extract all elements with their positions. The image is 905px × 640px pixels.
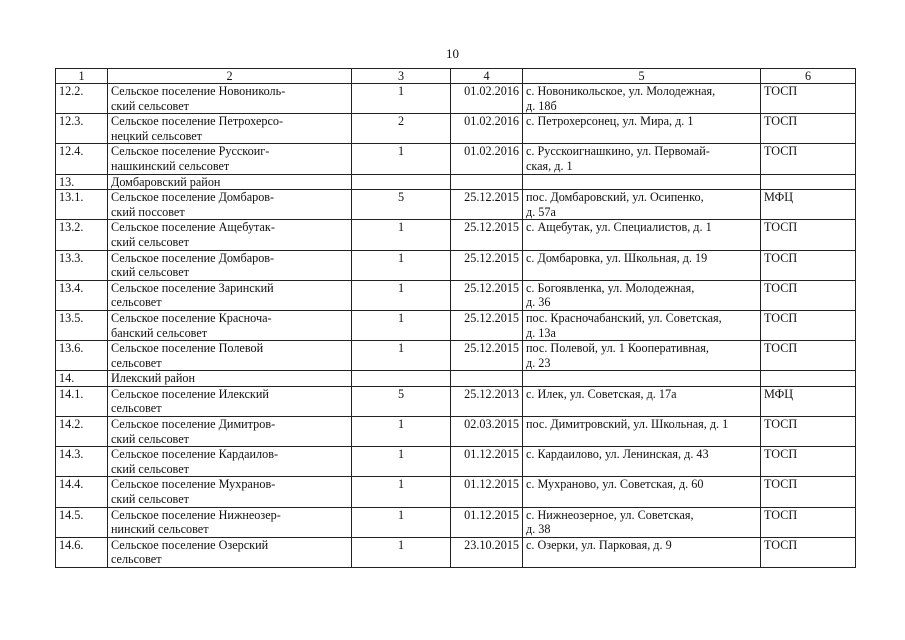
row-number: 14.5. <box>56 507 108 537</box>
address <box>523 250 761 280</box>
window-count: 1 <box>352 447 451 477</box>
table-body <box>56 84 856 568</box>
table-row <box>56 477 856 507</box>
address-line: пос. Полевой, ул. 1 Кооперативная, <box>526 341 709 356</box>
settlement-name-line: Сельское поселение Ащебутак- <box>111 220 275 235</box>
office-type <box>761 371 856 387</box>
settlement-name-line: Сельское поселение Петрохерсо- <box>111 114 284 129</box>
address <box>523 84 761 114</box>
window-count: 1 <box>352 341 451 371</box>
window-count: 1 <box>352 477 451 507</box>
address-line: с. Богоявленка, ул. Молодежная, <box>526 280 695 295</box>
office-type: ТОСП <box>761 537 856 567</box>
settlement-name-line: Сельское поселение Мухранов- <box>111 477 276 492</box>
row-number: 13.2. <box>56 220 108 250</box>
settlement-name-line: Сельское поселение Илекский <box>111 386 269 401</box>
settlement-name-line: ский сельсовет <box>111 492 189 507</box>
opening-date: 25.12.2015 <box>451 250 523 280</box>
office-type: ТОСП <box>761 144 856 174</box>
office-type <box>761 174 856 190</box>
table-row <box>56 507 856 537</box>
address-line: с. Илек, ул. Советская, д. 17а <box>526 386 677 401</box>
settlement-name-line: Сельское поселение Нижнеозер- <box>111 507 281 522</box>
registry-table <box>55 68 856 568</box>
settlement-name <box>108 174 352 190</box>
settlement-name-line: Сельское поселение Домбаров- <box>111 250 275 265</box>
window-count: 1 <box>352 250 451 280</box>
address <box>523 447 761 477</box>
settlement-name <box>108 477 352 507</box>
settlement-name <box>108 447 352 477</box>
settlement-name <box>108 341 352 371</box>
address-line: с. Домбаровка, ул. Школьная, д. 19 <box>526 250 708 265</box>
address <box>523 114 761 144</box>
settlement-name-line: ский сельсовет <box>111 234 189 249</box>
opening-date: 25.12.2015 <box>451 310 523 340</box>
column-header: 6 <box>761 69 856 84</box>
settlement-name-line: ский сельсовет <box>111 431 189 446</box>
settlement-name-line: Сельское поселение Домбаров- <box>111 190 275 205</box>
settlement-name-line: банский сельсовет <box>111 325 208 340</box>
address <box>523 190 761 220</box>
settlement-name-line: Сельское поселение Заринский <box>111 280 274 295</box>
settlement-name-line: ский сельсовет <box>111 461 189 476</box>
address-line: д. 13а <box>526 325 556 340</box>
settlement-name-line: Илекский район <box>111 371 195 386</box>
opening-date: 01.02.2016 <box>451 114 523 144</box>
row-number: 12.2. <box>56 84 108 114</box>
office-type: ТОСП <box>761 341 856 371</box>
opening-date: 01.12.2015 <box>451 507 523 537</box>
settlement-name <box>108 371 352 387</box>
row-number: 13.4. <box>56 280 108 310</box>
window-count <box>352 371 451 387</box>
opening-date: 25.12.2015 <box>451 220 523 250</box>
window-count: 2 <box>352 114 451 144</box>
row-number: 13.3. <box>56 250 108 280</box>
settlement-name-line: сельсовет <box>111 401 162 416</box>
table-row <box>56 386 856 416</box>
address <box>523 341 761 371</box>
table-row <box>56 447 856 477</box>
settlement-name-line: Сельское поселение Русскоиг- <box>111 144 270 159</box>
address <box>523 174 761 190</box>
address <box>523 477 761 507</box>
row-number: 13.5. <box>56 310 108 340</box>
window-count <box>352 174 451 190</box>
settlement-name-line: Сельское поселение Новониколь- <box>111 84 286 98</box>
row-number: 12.4. <box>56 144 108 174</box>
address-line: д. 57а <box>526 204 556 219</box>
settlement-name <box>108 84 352 114</box>
settlement-name-line: нинский сельсовет <box>111 522 209 537</box>
opening-date: 25.12.2015 <box>451 280 523 310</box>
opening-date: 01.12.2015 <box>451 477 523 507</box>
opening-date <box>451 371 523 387</box>
settlement-name-line: ский сельсовет <box>111 265 189 280</box>
row-number: 14. <box>56 371 108 387</box>
column-header: 4 <box>451 69 523 84</box>
address-line: д. 18б <box>526 98 557 113</box>
district-row <box>56 371 856 387</box>
row-number: 12.3. <box>56 114 108 144</box>
address-line: с. Ащебутак, ул. Специалистов, д. 1 <box>526 220 712 235</box>
address <box>523 220 761 250</box>
column-header: 2 <box>108 69 352 84</box>
settlement-name <box>108 280 352 310</box>
row-number: 14.4. <box>56 477 108 507</box>
table-row <box>56 341 856 371</box>
opening-date: 25.12.2015 <box>451 341 523 371</box>
office-type: ТОСП <box>761 250 856 280</box>
settlement-name <box>108 537 352 567</box>
district-row <box>56 174 856 190</box>
table-row <box>56 250 856 280</box>
address <box>523 280 761 310</box>
address-line: с. Озерки, ул. Парковая, д. 9 <box>526 537 672 552</box>
table-row <box>56 537 856 567</box>
row-number: 14.1. <box>56 386 108 416</box>
window-count: 1 <box>352 280 451 310</box>
window-count: 1 <box>352 537 451 567</box>
row-number: 13. <box>56 174 108 190</box>
settlement-name-line: сельсовет <box>111 355 162 370</box>
office-type: ТОСП <box>761 447 856 477</box>
address <box>523 310 761 340</box>
settlement-name-line: сельсовет <box>111 552 162 567</box>
opening-date: 02.03.2015 <box>451 417 523 447</box>
table-row <box>56 310 856 340</box>
row-number: 13.1. <box>56 190 108 220</box>
office-type: ТОСП <box>761 417 856 447</box>
address-line: д. 23 <box>526 355 551 370</box>
address <box>523 371 761 387</box>
table-row <box>56 114 856 144</box>
table-header-row <box>56 69 856 84</box>
address <box>523 537 761 567</box>
office-type: ТОСП <box>761 507 856 537</box>
opening-date: 25.12.2015 <box>451 190 523 220</box>
window-count: 5 <box>352 190 451 220</box>
address-line: ская, д. 1 <box>526 158 573 173</box>
opening-date <box>451 174 523 190</box>
address <box>523 507 761 537</box>
address-line: с. Нижнеозерное, ул. Советская, <box>526 507 694 522</box>
settlement-name <box>108 386 352 416</box>
window-count: 1 <box>352 310 451 340</box>
address-line: д. 38 <box>526 522 551 537</box>
window-count: 1 <box>352 507 451 537</box>
address-line: д. 36 <box>526 295 551 310</box>
address-line: с. Новоникольское, ул. Молодежная, <box>526 84 716 98</box>
address-line: с. Кардаилово, ул. Ленинская, д. 43 <box>526 447 709 462</box>
office-type: ТОСП <box>761 220 856 250</box>
column-header: 3 <box>352 69 451 84</box>
office-type: МФЦ <box>761 190 856 220</box>
address <box>523 386 761 416</box>
window-count: 1 <box>352 220 451 250</box>
row-number: 14.3. <box>56 447 108 477</box>
settlement-name <box>108 114 352 144</box>
opening-date: 01.12.2015 <box>451 447 523 477</box>
settlement-name-line: ский сельсовет <box>111 98 189 113</box>
settlement-name <box>108 190 352 220</box>
table-row <box>56 417 856 447</box>
page-number: 10 <box>446 46 459 61</box>
settlement-name-line: Сельское поселение Озерский <box>111 537 269 552</box>
settlement-name <box>108 310 352 340</box>
window-count: 1 <box>352 84 451 114</box>
column-header: 1 <box>56 69 108 84</box>
opening-date: 01.02.2016 <box>451 144 523 174</box>
row-number: 13.6. <box>56 341 108 371</box>
address-line: с. Русскоигнашкино, ул. Первомай- <box>526 144 710 159</box>
office-type: ТОСП <box>761 114 856 144</box>
table-row <box>56 190 856 220</box>
settlement-name <box>108 220 352 250</box>
address-line: с. Мухраново, ул. Советская, д. 60 <box>526 477 704 492</box>
column-header: 5 <box>523 69 761 84</box>
settlement-name <box>108 417 352 447</box>
address <box>523 417 761 447</box>
office-type: ТОСП <box>761 477 856 507</box>
settlement-name <box>108 250 352 280</box>
opening-date: 25.12.2013 <box>451 386 523 416</box>
address-line: с. Петрохерсонец, ул. Мира, д. 1 <box>526 114 694 129</box>
opening-date: 01.02.2016 <box>451 84 523 114</box>
settlement-name <box>108 144 352 174</box>
settlement-name-line: Сельское поселение Димитров- <box>111 417 276 432</box>
address-line: пос. Димитровский, ул. Школьная, д. 1 <box>526 417 729 432</box>
table-row <box>56 280 856 310</box>
settlement-name-line: сельсовет <box>111 295 162 310</box>
office-type: ТОСП <box>761 84 856 114</box>
settlement-name-line: ский поссовет <box>111 204 185 219</box>
settlement-name-line: Сельское поселение Красноча- <box>111 310 272 325</box>
settlement-name-line: Сельское поселение Кардаилов- <box>111 447 279 462</box>
office-type: ТОСП <box>761 310 856 340</box>
window-count: 1 <box>352 144 451 174</box>
office-type: МФЦ <box>761 386 856 416</box>
address <box>523 144 761 174</box>
table-row <box>56 220 856 250</box>
opening-date: 23.10.2015 <box>451 537 523 567</box>
row-number: 14.2. <box>56 417 108 447</box>
settlement-name <box>108 507 352 537</box>
settlement-name-line: Сельское поселение Полевой <box>111 341 264 356</box>
window-count: 1 <box>352 417 451 447</box>
table-row <box>56 144 856 174</box>
settlement-name-line: Домбаровский район <box>111 174 221 189</box>
window-count: 5 <box>352 386 451 416</box>
address-line: пос. Домбаровский, ул. Осипенко, <box>526 190 704 205</box>
row-number: 14.6. <box>56 537 108 567</box>
settlement-name-line: нашкинский сельсовет <box>111 158 230 173</box>
table-row <box>56 84 856 114</box>
address-line: пос. Красночабанский, ул. Советская, <box>526 310 722 325</box>
settlement-name-line: нецкий сельсовет <box>111 128 202 143</box>
office-type: ТОСП <box>761 280 856 310</box>
